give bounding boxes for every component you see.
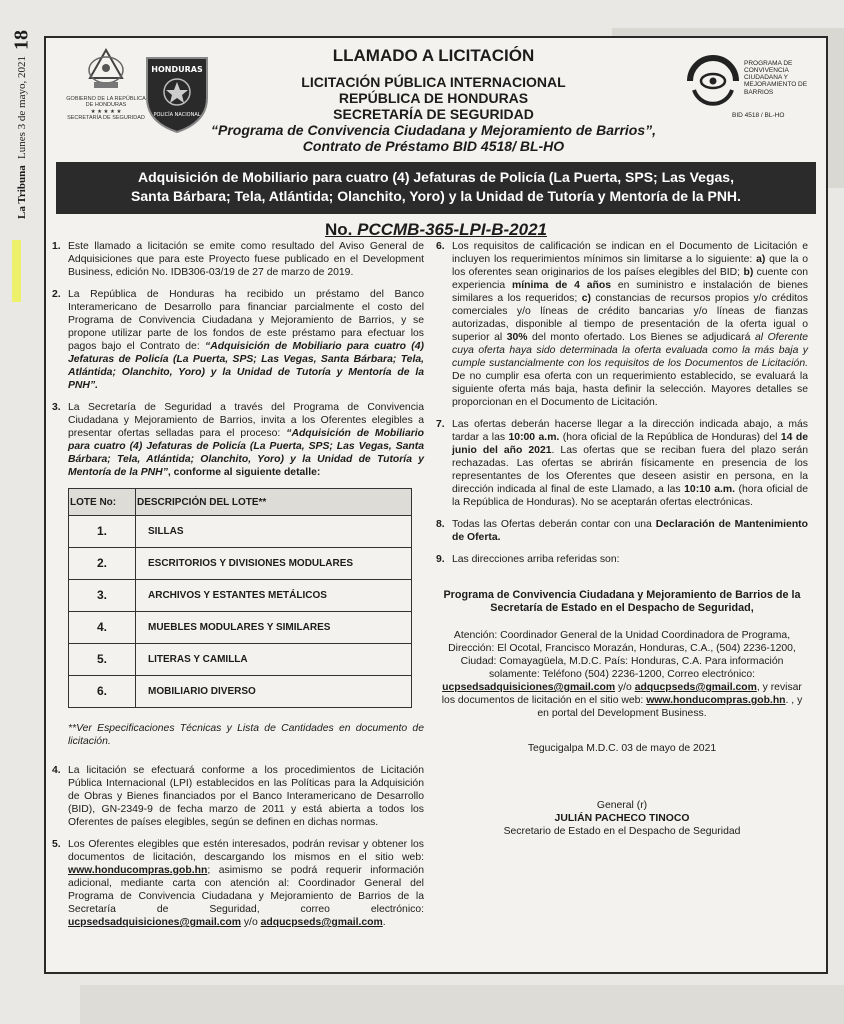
government-logo bbox=[66, 48, 146, 132]
tender-notice bbox=[44, 36, 828, 974]
lot-description: SILLAS bbox=[136, 516, 412, 548]
address-text-c: . , y en portal del Development Business. bbox=[537, 695, 803, 719]
address-website-link[interactable]: www.honducompras.gob.hn bbox=[646, 695, 786, 706]
publication-date: Lunes 3 de mayo, 2021 bbox=[16, 56, 28, 159]
clause-5: 5. Los Oferentes elegibles que estén interesados, podrán revisar y obtener los documentos de licitación, descargando los mismos en el sitio web: www.honducompras.gob.hn; asimismo se podrá requerir información adicional, mediante carta con atención al: Coordinador General del Programa de Convivencia Ciudadana y Mejoramiento de Barrios de la Secretaría de Seguridad, correo electrónico: ucpsedsadquisiciones@gmail.com y/o adqucpseds@gmail.com. bbox=[52, 839, 424, 928]
clause-6-text-b: que la o los oferentes sean originarios de los países elegibles del BID; bbox=[452, 254, 808, 278]
background-newsprint-bottom bbox=[80, 985, 844, 1024]
place-and-date: Tegucigalpa M.D.C. 03 de mayo de 2021 bbox=[527, 743, 717, 754]
clause-6-text-f: del monto ofertado. Los Bienes se adjudicará bbox=[527, 332, 755, 343]
clause-4-text: La licitación se efectuará conforme a los procedimientos de Licitación Pública Internacional (LPI) establecidos en las Políticas para la Adquisición de Obras y Bienes financiados por el Banco Interamericano de Desarrollo (BID), GN-2349-9 de fecha marzo de 2011 y está abierta a todos los Oferentes de países elegibles, según se definen en dichas normas. bbox=[68, 765, 424, 828]
opening-time: 10:10 a.m. bbox=[684, 484, 736, 495]
clause-7-text: Las ofertas deberán hacerse llegar a la dirección indicada abajo, a más tardar a las bbox=[452, 419, 808, 443]
lot-description: LITERAS Y CAMILLA bbox=[136, 644, 412, 676]
clause-2-text: La República de Honduras ha recibido un préstamo del Banco Interamericano de Desarrollo para financiar parcialmente el costo del Programa de Convivencia Ciudadana y Mejoramiento de Barrios, y se propone utilizar parte de los fondos de este préstamo para efectuar los pagos bajo el Contrato de: bbox=[68, 289, 424, 352]
address-text-b: , y revisar los documentos de licitación en el sitio web: bbox=[441, 682, 802, 706]
clause-7: 7. Las ofertas deberán hacerse llegar a la dirección indicada abajo, a más tardar a las 10:00 a.m. (hora oficial de la República de Honduras) del 14 de junio del año 2021. Las ofertas que se reciban fuera del plazo serán rechazadas. Las ofertas se abrirán físicamente en presencia de los representantes de los Oferentes que deseen asistir en persona, en la dirección indicada al final de este Llamado, a las 10:10 a.m. (hora oficial de la República de Honduras). No se aceptarán ofertas electrónicas. bbox=[436, 419, 808, 508]
page-number: 18 bbox=[10, 30, 33, 50]
tender-prefix: No. bbox=[325, 220, 358, 239]
clause-5-connector: y/o bbox=[240, 917, 261, 928]
header-program: “Programa de Convivencia Ciudadana y Mejoramiento de Barrios”, bbox=[211, 122, 657, 138]
table-row bbox=[69, 644, 412, 676]
clause-6-a: a) bbox=[756, 254, 766, 265]
clause-3-process: “Adquisición de Mobiliario para cuatro (4) Jefaturas de Policía (La Puerta, SPS; Las Vegas, Santa Bárbara; Tela, Atlántida; Olanchito, Yoro) y la Unidad de Tutoría y Mentoría de la PNH” bbox=[68, 428, 425, 478]
program-logo-code: BID 4518 / BL-HO bbox=[732, 112, 785, 119]
lot-description: ARCHIVOS Y ESTANTES METÁLICOS bbox=[136, 580, 412, 612]
lot-number: 1. bbox=[69, 516, 136, 548]
publication-name: La Tribuna bbox=[16, 164, 28, 219]
clause-6-c: c) bbox=[581, 293, 591, 304]
address-email-1[interactable]: ucpsedsadquisiciones@gmail.com bbox=[442, 682, 616, 693]
header-line-3: SECRETARÍA DE SEGURIDAD bbox=[333, 106, 534, 122]
signatory-name: JULIÁN PACHECO TINOCO bbox=[554, 813, 690, 824]
clause-6: 6. Los requisitos de calificación se indican en el Documento de Licitación e incluyen los requerimientos mínimos sin limitarse a lo siguiente: a) que la o los oferentes sean originarios de los países elegibles del BID; b) cuente con experiencia mínima de 4 años en suministro e instalación de bienes similares a los requeridos; c) constancias de recursos propios y/o créditos comerciales y/o líneas de crédito bancarias y/o líneas de fianzas autorizadas, disponible al tiempo de presentación de la oferta igual o superior al 30% del monto ofertado. Los Bienes se adjudicará al Oferente cuya oferta haya sido determinada la oferta evaluada como la más baja y cumple sustancialmente con los requisitos de los Documentos de Licitación. De no cumplir esa oferta con un requerimiento establecido, se evaluará la siguiente oferta más baja, hasta definir la selección. Mayores detalles se proporcionan en el Documento de Licitación. bbox=[436, 241, 809, 408]
lot-number: 6. bbox=[69, 676, 136, 708]
clause-6-text-e: constancias de recursos propios y/o créditos comerciales y/o líneas de crédito bancarias y/o líneas de fianzas autorizadas, disponible al tiempo de presentación de la oferta igual o superior al bbox=[452, 293, 808, 343]
banner-line-2: Santa Bárbara; Tela, Atlántida; Olanchito, Yoro) y la Unidad de Tutoría y Mentoría de la PNH. bbox=[131, 188, 741, 204]
clause-8-declaration: Declaración de Mantenimiento de Oferta. bbox=[452, 519, 808, 543]
clause-6-award-criteria: al Oferente cuya oferta haya sido determinada la oferta evaluada como la más baja y cumple sustancialmente con los requisitos de los Documentos de Licitación. bbox=[452, 332, 809, 369]
table-row bbox=[69, 548, 412, 580]
lot-number: 2. bbox=[69, 548, 136, 580]
clause-6-min-years: mínima de 4 años bbox=[511, 280, 612, 291]
table-row bbox=[69, 612, 412, 644]
program-logo bbox=[682, 50, 812, 126]
lots-table bbox=[68, 488, 412, 708]
address-email-2[interactable]: adqucpseds@gmail.com bbox=[634, 682, 757, 693]
police-badge-top-text: HONDURAS bbox=[151, 65, 203, 74]
clause-3-text: La Secretaría de Seguridad a través del Programa de Convivencia Ciudadana y Mejoramiento de Barrios, invita a los Oferentes elegibles a presentar ofertas selladas para el proceso: bbox=[68, 402, 424, 439]
police-badge-bottom-text: POLICÍA NACIONAL bbox=[153, 112, 201, 118]
clause-3: 3. La Secretaría de Seguridad a través del Programa de Convivencia Ciudadana y Mejoramiento de Barrios, invita a los Oferentes elegibles a presentar ofertas selladas para el proceso: “Adquisición de Mobiliario para cuatro (4) Jefaturas de Policía (La Puerta, SPS; Las Vegas, Santa Bárbara; Tela, Atlántida; Olanchito, Yoro) y la Unidad de Tutoría y Mentoría de la PNH”, conforme al siguiente detalle: bbox=[52, 402, 425, 478]
email-link-1[interactable]: ucpsedsadquisiciones@gmail.com bbox=[68, 917, 241, 928]
notice-title: LLAMADO A LICITACIÓN bbox=[332, 46, 535, 65]
honducompras-link[interactable]: www.honducompras.gob.hn bbox=[68, 865, 208, 876]
header-line-2: REPÚBLICA DE HONDURAS bbox=[338, 90, 529, 106]
table-row bbox=[69, 676, 412, 708]
address-text: Atención: Coordinador General de la Unidad Coordinadora de Programa, Dirección: El Ocotal, Francisco Morazán, Honduras, C.A., (504) 2236-1200, Ciudad: Comayagüela, M.D.C. País: Honduras, C.A. Para información solamente: Teléfono (504) 2236-1200, Correo electrónico: bbox=[448, 630, 796, 680]
police-shield-icon bbox=[142, 52, 212, 134]
clause-7-text-c: . Las ofertas que se reciban fuera del plazo serán rechazadas. Las ofertas se abrirán físicamente en presencia de los representantes de los Oferentes que deseen asistir en persona, en la dirección indicada al final de este Llamado, a las bbox=[452, 445, 808, 495]
clause-2: 2. La República de Honduras ha recibido un préstamo del Banco Interamericano de Desarrollo para financiar parcialmente el costo del Programa de Convivencia Ciudadana y Mejoramiento de Barrios, y se propone utilizar parte de los fondos de este préstamo para efectuar los pagos bajo el Contrato de: “Adquisición de Mobiliario para cuatro (4) Jefaturas de Policía (La Puerta, SPS; Las Vegas, Santa Bárbara; Tela, Atlántida; Olanchito, Yoro) y la Unidad de Tutoría y Mentoría de la PNH”. bbox=[52, 289, 424, 391]
left-column bbox=[52, 240, 424, 938]
government-logo-stars: ★ ★ ★ ★ ★ bbox=[90, 108, 122, 115]
lot-number: 4. bbox=[69, 612, 136, 644]
clause-5-end: . bbox=[382, 917, 386, 928]
table-row bbox=[69, 580, 412, 612]
clause-5-text: Los Oferentes elegibles que estén interesados, podrán revisar y obtener los documentos de licitación, descargando los mismos en el sitio web: bbox=[68, 839, 424, 863]
lot-number: 5. bbox=[69, 644, 136, 676]
tender-code: PCCMB-365-LPI-B-2021 bbox=[357, 220, 547, 239]
government-logo-subtext: SECRETARÍA DE SEGURIDAD bbox=[67, 114, 145, 121]
email-link-2[interactable]: adqucpseds@gmail.com bbox=[260, 917, 383, 928]
clause-7-text-d: (hora oficial de la República de Honduras). No se aceptarán ofertas electrónicas. bbox=[452, 484, 808, 508]
program-logo-text: PROGRAMA DE CONVIVENCIA CIUDADANA Y MEJORAMIENTO DE BARRIOS bbox=[744, 60, 808, 96]
clause-9: 9. Las direcciones arriba referidas son: bbox=[436, 554, 620, 565]
lot-number-header: LOTE No: bbox=[69, 489, 136, 516]
procurement-banner bbox=[56, 162, 816, 214]
clause-1: 1. Este llamado a licitación se emite como resultado del Aviso General de Adquisiciones que para este Proyecto fuese publicado en el Development Business, edición No. IDB306-03/19 de 27 de marzo de 2019. bbox=[52, 241, 424, 278]
signatory-rank: General (r) bbox=[596, 800, 648, 811]
clause-6-percent: 30% bbox=[506, 332, 528, 343]
clause-3-end: , conforme al siguiente detalle: bbox=[167, 467, 321, 478]
lot-description: MUEBLES MODULARES Y SIMILARES bbox=[136, 612, 412, 644]
right-column bbox=[436, 240, 808, 838]
clause-5-text-cont: ; asimismo se podrá requerir información adicional, mediante carta con atención al: Coordinador General del Programa de Convivencia Ciudadana y Mejoramiento de Barrios de la Secretaría de Seguridad, correo electrónico: bbox=[68, 865, 424, 915]
table-row bbox=[69, 516, 412, 548]
tender-number bbox=[46, 220, 826, 240]
header-line-1: LICITACIÓN PÚBLICA INTERNACIONAL bbox=[301, 74, 566, 90]
deadline-date: 14 de junio del año 2021 bbox=[452, 432, 808, 456]
clause-1-text: Este llamado a licitación se emite como resultado del Aviso General de Adquisiciones que para este Proyecto fuese publicado en el Development Business, edición No. IDB306-03/19 de 27 de marzo de 2019. bbox=[68, 241, 424, 278]
deadline-time: 10:00 a.m. bbox=[508, 432, 560, 443]
government-logo-text: GOBIERNO DE LA REPÚBLICA DE HONDURAS bbox=[66, 96, 146, 109]
clause-2-contract: “Adquisición de Mobiliario para cuatro (4) Jefaturas de Policía (La Puerta, SPS; Las Vegas, Santa Bárbara; Tela, Atlántida; Olanchito, Yoro) y la Unidad de Tutoría y Mentoría de la PNH”. bbox=[68, 341, 424, 391]
highlighter-mark bbox=[12, 240, 21, 302]
address-title: Programa de Convivencia Ciudadana y Mejoramiento de Barrios de la Secretaría de Estado en el Despacho de Seguridad, bbox=[443, 589, 801, 614]
banner-line-1: Adquisición de Mobiliario para cuatro (4) Jefaturas de Policía (La Puerta, SPS; Las Vegas, bbox=[138, 169, 734, 185]
lots-table-header bbox=[69, 489, 412, 516]
program-emblem-icon bbox=[682, 50, 744, 112]
clause-6-text: Los requisitos de calificación se indican en el Documento de Licitación e incluyen los requerimientos mínimos sin limitarse a lo siguiente: bbox=[452, 241, 808, 265]
police-badge-logo bbox=[142, 52, 212, 134]
clause-8-text: Todas las Ofertas deberán contar con una bbox=[452, 519, 656, 530]
signatory-title: Secretario de Estado en el Despacho de Seguridad bbox=[503, 826, 741, 837]
clause-7-text-b: (hora oficial de la República de Honduras) del bbox=[559, 432, 781, 443]
clause-9-text: Las direcciones arriba referidas son: bbox=[452, 554, 620, 565]
clause-6-text-c: cuente con experiencia bbox=[452, 267, 808, 291]
clause-6-text-g: De no cumplir esa oferta con un requerimiento establecido, se evaluará la siguiente oferta más baja, hasta definir la selección. Mayores detalles se proporcionan en el Documento de Licitación. bbox=[452, 371, 808, 408]
lot-description: ESCRITORIOS Y DIVISIONES MODULARES bbox=[136, 548, 412, 580]
clause-8: 8. Todas las Ofertas deberán contar con una Declaración de Mantenimiento de Oferta. bbox=[436, 519, 808, 543]
header-loan: Contrato de Préstamo BID 4518/ BL-HO bbox=[302, 138, 565, 154]
specifications-note: **Ver Especificaciones Técnicas y Lista de Cantidades en documento de licitación. bbox=[68, 723, 424, 747]
page-margin-header bbox=[2, 30, 42, 260]
coat-of-arms-icon bbox=[86, 48, 126, 94]
clause-6-text-d: en suministro e instalación de bienes similares a los requeridos; bbox=[452, 280, 808, 304]
clause-6-b: b) bbox=[743, 267, 754, 278]
lot-number: 3. bbox=[69, 580, 136, 612]
lot-description-header: DESCRIPCIÓN DEL LOTE** bbox=[136, 489, 412, 516]
address-connector: y/o bbox=[615, 682, 635, 693]
address-block bbox=[436, 629, 808, 720]
lot-description: MOBILIARIO DIVERSO bbox=[136, 676, 412, 708]
notice-header bbox=[211, 46, 656, 154]
clause-4: 4. La licitación se efectuará conforme a los procedimientos de Licitación Pública Internacional (LPI) establecidos en las Políticas para la Adquisición de Obras y Bienes financiados por el Banco Interamericano de Desarrollo (BID), GN-2349-9 de fecha marzo de 2011 y está abierta a todos los Oferentes de países elegibles, según se definen en dichas normas. bbox=[52, 765, 424, 828]
